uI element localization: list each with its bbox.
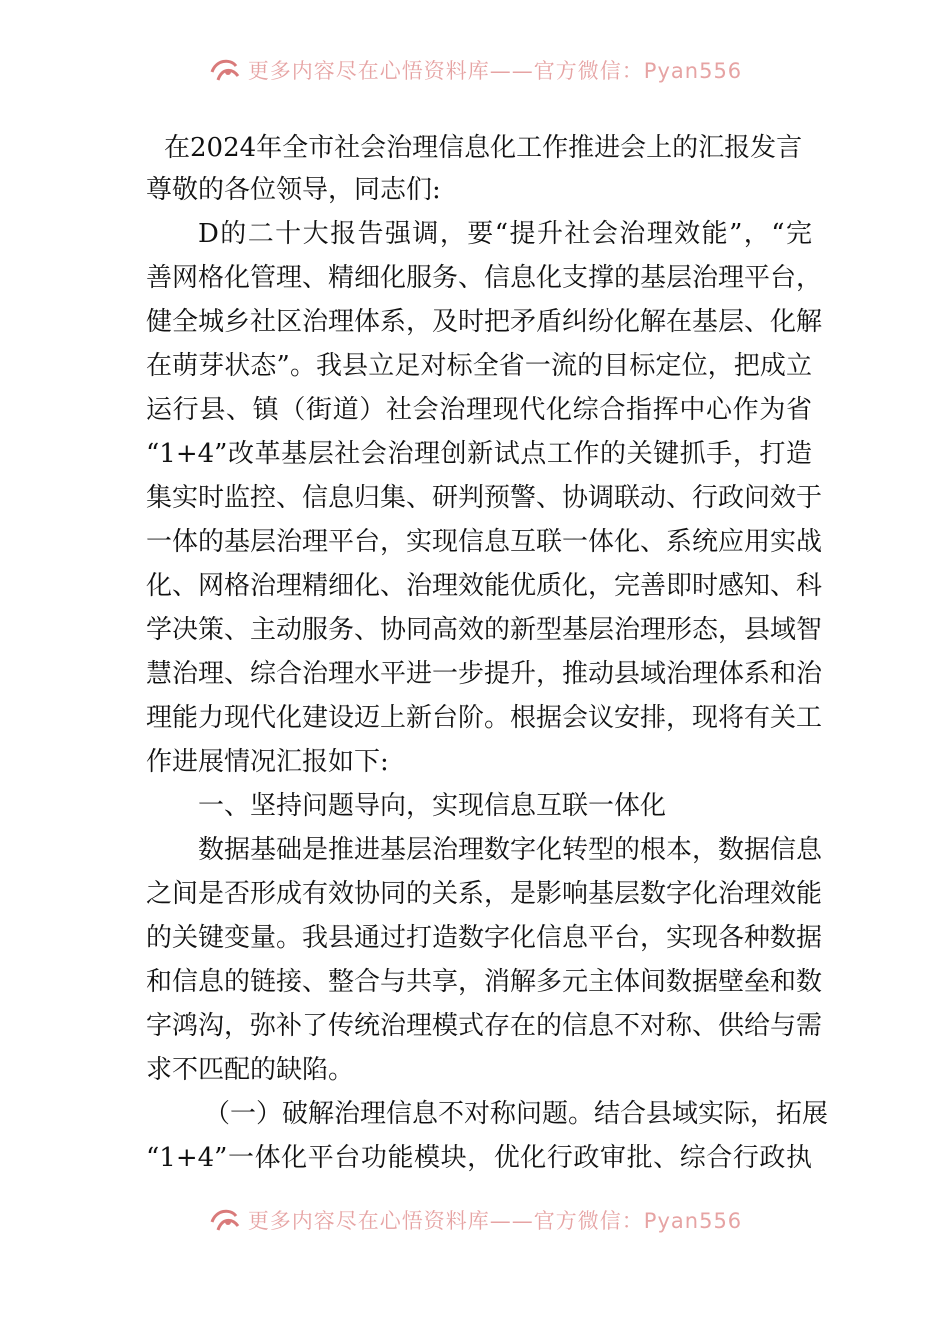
paragraph-line: 慧治理、综合治理水平进一步提升，推动县域治理体系和治 xyxy=(146,659,823,689)
paragraph-line: “1+4”改革基层社会治理创新试点工作的关键抓手，打造 xyxy=(146,439,812,469)
paragraph-line: “1+4”一体化平台功能模块，优化行政审批、综合行政执 xyxy=(146,1143,812,1173)
paragraph-line: 和信息的链接、整合与共享，消解多元主体间数据壁垒和数 xyxy=(146,967,823,997)
logo-icon xyxy=(208,56,242,86)
paragraph-line: 集实时监控、信息归集、研判预警、协调联动、行政问效于 xyxy=(146,483,823,513)
watermark-top xyxy=(0,56,950,86)
paragraph-line: 运行县、镇（街道）社会治理现代化综合指挥中心作为省 xyxy=(146,395,812,425)
paragraph-line: 之间是否形成有效协同的关系，是影响基层数字化治理效能 xyxy=(146,879,823,909)
paragraph-line: 理能力现代化建设迈上新台阶。根据会议安排，现将有关工 xyxy=(146,703,823,733)
watermark-bottom xyxy=(0,1206,950,1236)
paragraph-line: D的二十大报告强调，要“提升社会治理效能”，“完 xyxy=(198,219,812,249)
paragraph-line: 健全城乡社区治理体系，及时把矛盾纠纷化解在基层、化解 xyxy=(146,307,823,337)
paragraph-line: 善网格化管理、精细化服务、信息化支撑的基层治理平台， xyxy=(146,263,823,293)
paragraph-line: 在萌芽状态”。我县立足对标全省一流的目标定位，把成立 xyxy=(146,351,812,381)
document-title: 在2024年全市社会治理信息化工作推进会上的汇报发言 xyxy=(164,133,803,163)
section-heading: 一、坚持问题导向，实现信息互联一体化 xyxy=(198,791,667,821)
paragraph-line: 求不匹配的缺陷。 xyxy=(146,1055,355,1085)
paragraph-line: 数据基础是推进基层治理数字化转型的根本，数据信息 xyxy=(198,835,823,865)
paragraph-line: 作进展情况汇报如下: xyxy=(146,747,389,777)
watermark-text: 更多内容尽在心悟资料库——官方微信：Pyan556 xyxy=(247,59,743,83)
paragraph-line: 学决策、主动服务、协同高效的新型基层治理形态，县域智 xyxy=(146,615,823,645)
logo-icon xyxy=(208,1206,242,1236)
salutation: 尊敬的各位领导，同志们: xyxy=(146,175,441,205)
paragraph-line: 化、网格治理精细化、治理效能优质化，完善即时感知、科 xyxy=(146,571,823,601)
paragraph-line: 的关键变量。我县通过打造数字化信息平台，实现各种数据 xyxy=(146,923,823,953)
paragraph-line: 一体的基层治理平台，实现信息互联一体化、系统应用实战 xyxy=(146,527,823,557)
watermark-text: 更多内容尽在心悟资料库——官方微信：Pyan556 xyxy=(247,1209,743,1233)
document-body xyxy=(146,128,829,1180)
paragraph-line: （一）破解治理信息不对称问题。结合县域实际，拓展 xyxy=(204,1099,829,1129)
paragraph-line: 字鸿沟，弥补了传统治理模式存在的信息不对称、供给与需 xyxy=(146,1011,823,1041)
